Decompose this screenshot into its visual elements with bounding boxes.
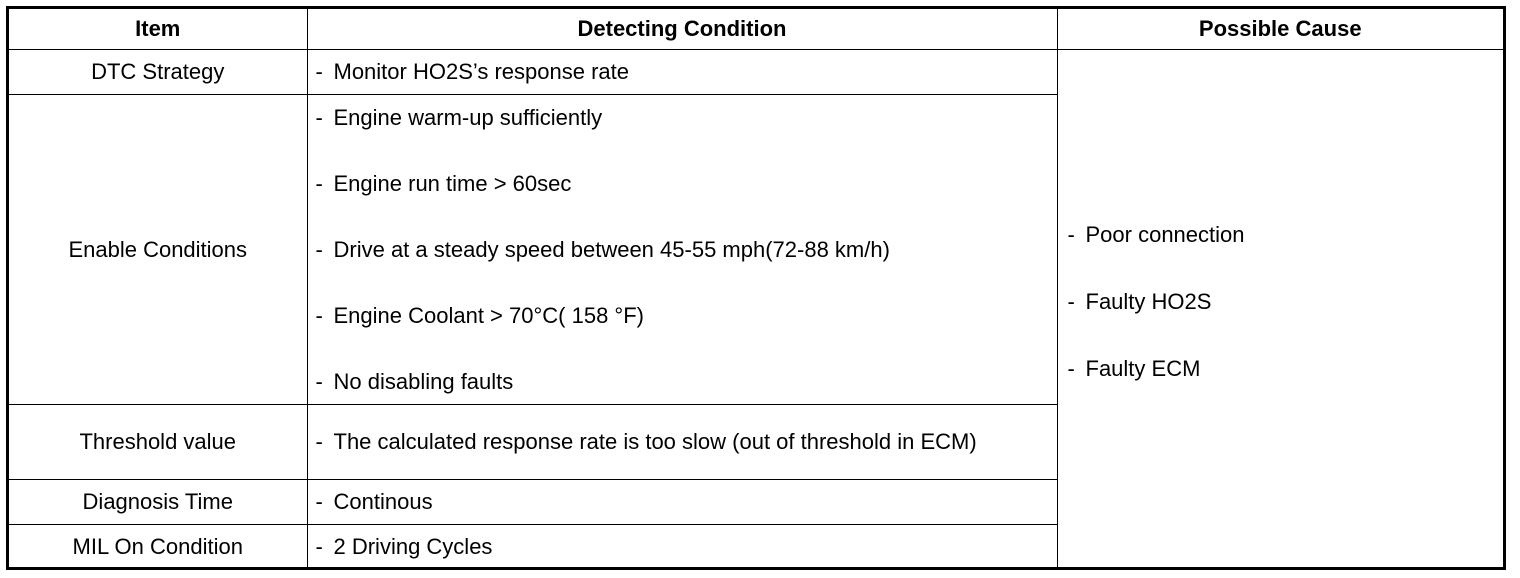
cause-line xyxy=(1068,289,1496,315)
cause-text: Poor connection xyxy=(1085,222,1245,248)
dash-marker: - xyxy=(315,236,323,262)
dash-marker: - xyxy=(1067,222,1075,248)
dash-marker: - xyxy=(1067,356,1075,382)
item-diagnosis-time: Diagnosis Time xyxy=(9,480,307,525)
condition-line xyxy=(316,369,1049,395)
condition-diagnosis-time xyxy=(307,480,1057,525)
item-enable-conditions: Enable Conditions xyxy=(9,95,307,405)
enable-conditions-list xyxy=(316,105,1049,395)
dash-marker: - xyxy=(315,534,323,559)
possible-cause-list xyxy=(1068,222,1496,382)
condition-text: Engine warm-up sufficiently xyxy=(333,104,603,130)
dtc-table xyxy=(6,6,1506,570)
dash-marker: - xyxy=(315,429,323,454)
condition-line xyxy=(316,171,1049,197)
condition-threshold-value xyxy=(307,405,1057,480)
condition-text: Engine run time > 60sec xyxy=(333,170,572,196)
condition-text: No disabling faults xyxy=(333,368,514,394)
cause-line xyxy=(1068,356,1496,382)
header-item: Item xyxy=(9,9,307,50)
condition-text: The calculated response rate is too slow (out of threshold in ECM) xyxy=(333,429,977,454)
condition-line xyxy=(316,534,1049,560)
condition-line xyxy=(316,429,1049,455)
condition-dtc-strategy xyxy=(307,50,1057,95)
table-row-dtc-strategy xyxy=(9,50,1503,95)
dash-marker: - xyxy=(315,368,323,394)
dash-marker: - xyxy=(1067,289,1075,315)
item-dtc-strategy: DTC Strategy xyxy=(9,50,307,95)
condition-enable-conditions xyxy=(307,95,1057,405)
condition-mil-on-condition xyxy=(307,525,1057,570)
condition-line xyxy=(316,489,1049,515)
item-mil-on-condition: MIL On Condition xyxy=(9,525,307,570)
dash-marker: - xyxy=(315,489,323,514)
condition-line xyxy=(316,105,1049,131)
dash-marker: - xyxy=(315,170,323,196)
header-possible-cause: Possible Cause xyxy=(1057,9,1503,50)
condition-line xyxy=(316,237,1049,263)
dash-marker: - xyxy=(315,302,323,328)
condition-text: Continous xyxy=(333,489,433,514)
cause-text: Faulty HO2S xyxy=(1085,289,1212,315)
cause-text: Faulty ECM xyxy=(1085,356,1201,382)
dtc-info-table xyxy=(9,9,1503,570)
possible-cause-cell xyxy=(1057,50,1503,570)
condition-text: 2 Driving Cycles xyxy=(333,534,493,559)
header-detecting-condition: Detecting Condition xyxy=(307,9,1057,50)
condition-line xyxy=(316,303,1049,329)
header-row xyxy=(9,9,1503,50)
condition-text: Engine Coolant > 70°C( 158 °F) xyxy=(333,302,644,328)
dash-marker: - xyxy=(315,59,323,84)
cause-line xyxy=(1068,222,1496,248)
condition-line xyxy=(316,59,1049,85)
item-threshold-value: Threshold value xyxy=(9,405,307,480)
condition-text: Drive at a steady speed between 45-55 mph(72-88 km/h) xyxy=(333,236,890,262)
dash-marker: - xyxy=(315,104,323,130)
condition-text: Monitor HO2S’s response rate xyxy=(333,59,630,84)
